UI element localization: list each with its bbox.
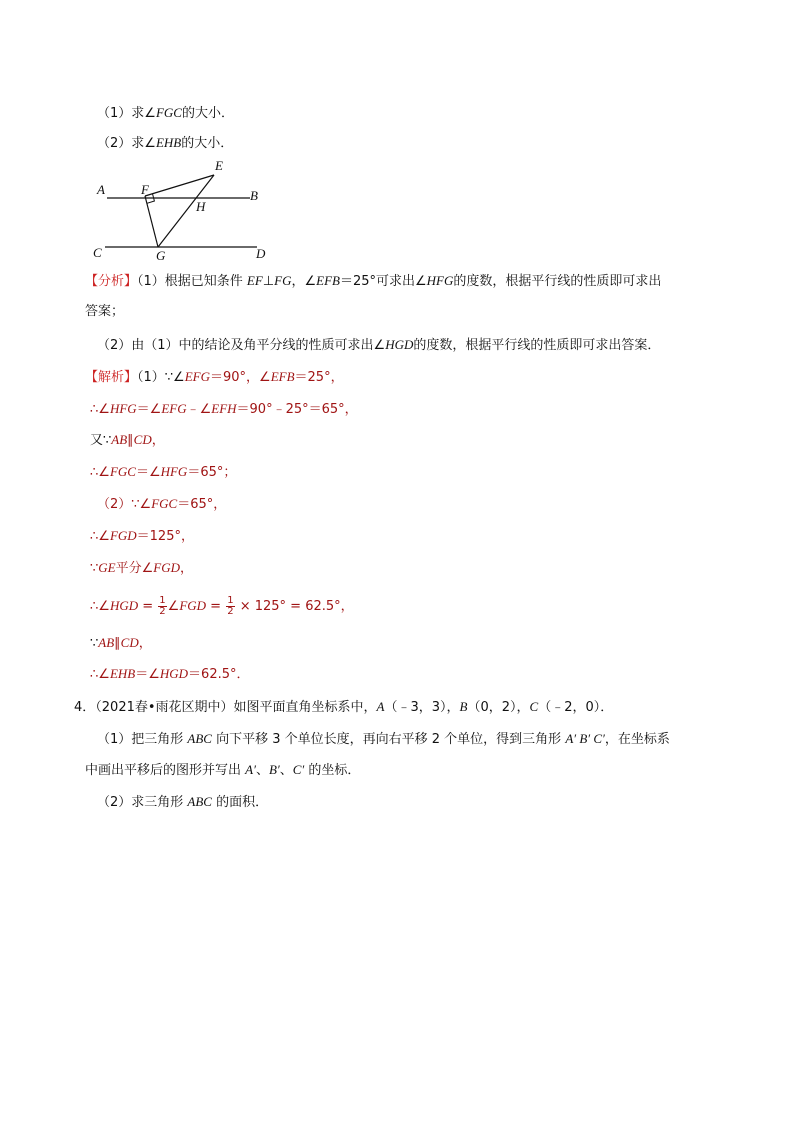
label-d: D [256,246,266,261]
q4-var: C [529,699,539,714]
q4-text: （1）把三角形 [97,732,188,747]
solution-line-6 [90,528,194,545]
analysis-text: （2）由（1）中的结论及角平分线的性质可求出∠ [97,338,386,353]
solution-line-7 [90,560,193,577]
solution-text: ＝90°，∠ [210,370,271,385]
q3-part1-pre: （1）求∠ [97,106,156,121]
q3-part2-post: 的大小． [181,136,234,151]
analysis-text: （1）根据已知条件 [137,274,247,289]
q4-text: ，在坐标系 [604,732,670,747]
solution-text: 又∵ [90,433,112,448]
geometry-figure [85,152,275,267]
q3-part1-post: 的大小． [181,106,234,121]
solution-text: = [138,599,158,614]
solution-text: ∥ [127,433,134,448]
solution-text: ∴∠ [90,599,110,614]
solution-line-2 [90,401,358,418]
q4-var: ABC [187,731,212,746]
solution-var: GE [98,560,116,575]
solution-line-10 [90,666,250,683]
q4-text: 的坐标． [304,763,361,778]
q4-text: 、 [255,763,269,778]
q4-text: 、 [279,763,293,778]
q3-part1-var: FGC [155,105,182,120]
solution-var: AB [111,432,128,447]
solution-text: ∴∠ [90,465,110,480]
analysis-var: HGD [385,337,414,352]
solution-text: ＝90°﹣25°＝65°， [236,402,358,417]
q4-text: 向下平移 3 个单位长度，再向右平移 2 个单位，得到三角形 [211,732,566,747]
solution-text: ， [180,561,194,576]
analysis-text: 的度数，根据平行线的性质即可求出答案． [413,338,661,353]
label-a: A [97,182,105,197]
solution-var: HGD [109,598,139,613]
fraction-denominator: 2 [227,606,234,617]
q4-var: C′ [292,762,305,777]
solution-text: × 125° = 62.5°， [235,599,354,614]
segment-eg [158,175,214,247]
solution-text: ＝125°， [136,529,194,544]
solution-text: ∴∠ [90,529,110,544]
solution-var: HFG [109,401,137,416]
label-e: E [215,158,223,173]
q4-text: （﹣3，3）， [384,700,460,715]
solution-var: FGC [151,496,178,511]
q4-var: B [459,699,468,714]
fraction-denominator: 2 [159,606,166,617]
analysis-var: FG [274,273,292,288]
solution-text: ∵ [90,636,99,651]
solution-text: ﹣∠ [186,402,212,417]
q4-part1 [97,731,670,748]
q3-part2-var: EHB [155,135,182,150]
q4-text: （﹣2，0）． [538,700,614,715]
solution-var: FGD [179,598,207,613]
solution-var: FGC [109,464,136,479]
segment-ef [145,175,214,196]
solution-text: ∴∠ [90,402,110,417]
label-f: F [141,182,149,197]
label-b: B [250,188,258,203]
solution-text: ＝65°， [177,497,227,512]
solution-line-3 [90,432,165,449]
analysis-text: 答案； [85,304,125,319]
solution-var: EFG [184,369,210,384]
solution-var: HGD [159,666,189,681]
q4-part2 [97,794,268,811]
solution-var: FGD [109,528,137,543]
solution-tag: 【解析】 [85,370,138,385]
solution-line-4 [90,464,236,481]
q3-part1 [97,105,234,122]
solution-var: EHB [109,666,136,681]
q4-part1-cont [85,762,360,779]
q3-part2 [97,135,233,152]
segment-fg [145,196,158,247]
solution-var: AB [98,635,115,650]
solution-var: CD [120,635,139,650]
solution-text: （1）∵∠ [137,370,185,385]
q4-var: A [376,699,385,714]
solution-text: ∥ [114,636,121,651]
analysis-text: ＝25°可求出∠ [339,274,427,289]
q4-text: （0，2）， [467,700,530,715]
solution-text: = [206,599,226,614]
solution-text: ＝65°； [187,465,237,480]
analysis-var: EF [246,273,263,288]
q4-var: A′ B′ C′ [565,731,605,746]
analysis-text: ，∠ [291,274,317,289]
q4-text: （2）求三角形 [97,795,188,810]
solution-text: ＝25°， [294,370,344,385]
solution-line-9 [90,635,152,652]
q4-text: 的面积． [211,795,269,810]
q4-var: ABC [187,794,212,809]
q4-var: B′ [268,762,280,777]
solution-text: ∴∠ [90,667,110,682]
fraction-numerator: 1 [227,595,234,606]
solution-text: ＝62.5°． [188,667,250,682]
q4-text: 4．（2021春•雨花区期中）如图平面直角坐标系中， [74,700,377,715]
solution-text: ， [138,636,152,651]
solution-var: EFG [161,401,187,416]
solution-text: ＝∠ [135,465,161,480]
solution-text: ∠ [167,599,180,614]
q4-text: 中画出平移后的图形并写出 [85,763,246,778]
label-h: H [196,199,206,214]
solution-var: FGD [153,560,180,575]
label-c: C [93,245,102,260]
analysis-line-2 [85,304,124,320]
solution-text: ＝∠ [136,402,162,417]
q4-head [74,699,613,716]
solution-text: （2）∵∠ [97,497,152,512]
solution-var: EFH [211,401,237,416]
analysis-line-3 [97,337,660,354]
fraction-numerator: 1 [159,595,166,606]
label-g: G [156,248,166,263]
solution-text: 平分∠ [115,561,154,576]
solution-var: EFB [270,369,295,384]
solution-line-8 [90,593,354,620]
fraction-one-half [226,596,234,617]
analysis-text: 的度数，根据平行线的性质即可求出 [453,274,662,289]
solution-line-5 [97,496,226,513]
solution-text: ， [151,433,165,448]
solution-var: CD [133,432,152,447]
fraction-one-half [158,596,166,617]
analysis-tag: 【分析】 [85,274,138,289]
analysis-var: EFB [316,273,340,288]
analysis-line-1 [85,273,661,290]
q3-part2-pre: （2）求∠ [97,136,156,151]
solution-var: HFG [160,464,188,479]
solution-text: ∵ [90,561,99,576]
analysis-var: HFG [426,273,454,288]
solution-text: ＝∠ [135,667,160,682]
solution-line-1 [85,369,344,386]
analysis-text: ⊥ [262,274,275,289]
q4-var: A′ [245,762,256,777]
